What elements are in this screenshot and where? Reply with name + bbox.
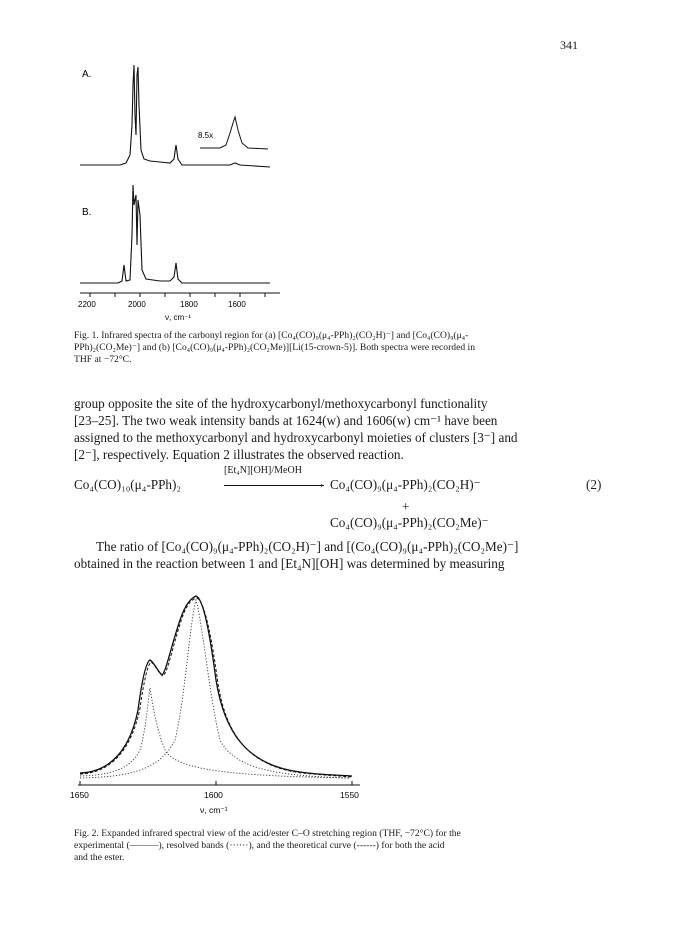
- experimental-curve: [80, 596, 352, 776]
- body-line: [2⁻], respectively. Equation 2 illustrates the observed reaction.: [74, 447, 404, 462]
- body-line: The ratio of [Co₄(CO)₉(μ₄-PPh)₂(CO₂H)⁻] and [(Co₄(CO)₉(μ₄-PPh)₂(CO₂Me)⁻]: [96, 539, 519, 554]
- body-line: [23–25]. The two weak intensity bands at 1624(w) and 1606(w) cm⁻¹ have been: [74, 413, 498, 428]
- body-paragraph-1: [74, 395, 612, 463]
- x-axis-unit: ν, cm⁻¹: [165, 313, 191, 322]
- figure-1-caption: [74, 330, 614, 366]
- page-number: 341: [560, 38, 578, 52]
- figure-1-spectra: [70, 55, 290, 325]
- theoretical-curve: [80, 598, 352, 777]
- caption-line: Fig. 1. Infrared spectra of the carbonyl region for (a) [Co₄(CO)₉(μ₄-PPh)₂(CO₂H)⁻] and [Co₄(CO)₉(μ₄-: [74, 330, 469, 341]
- spectrum-a-trace: [80, 65, 270, 167]
- equation-product-1: Co₄(CO)₉(μ₄-PPh)₂(CO₂H)⁻: [330, 477, 481, 492]
- equation-reactant: Co₄(CO)₁₀(μ₄-PPh)₂: [74, 477, 181, 492]
- caption-line: PPh)₂(CO₂Me)⁻] and (b) [Co₄(CO)₉(μ₄-PPh)₂(CO₂Me)][Li(15-crown-5)]. Both spectra were recorded in: [74, 342, 476, 353]
- panel-b-label: B.: [82, 207, 92, 218]
- x-tick-1600: 1600: [204, 790, 223, 800]
- x-tick-1550: 1550: [340, 790, 359, 800]
- x-tick-1600: 1600: [228, 300, 246, 309]
- equation-reagent: [Et₄N][OH]/MeOH: [224, 465, 302, 476]
- body-paragraph-2: [74, 538, 612, 572]
- x-tick-2000: 2000: [128, 300, 146, 309]
- spectrum-b-trace: [80, 185, 270, 283]
- x-ticks: [90, 293, 265, 297]
- x-ticks: [80, 781, 352, 785]
- figure-2-spectrum: [70, 580, 370, 820]
- equation-number: (2): [586, 477, 602, 492]
- body-line: group opposite the site of the hydroxycarbonyl/methoxycarbonyl functionality: [74, 396, 488, 411]
- resolved-band-acid: [80, 688, 350, 778]
- reaction-arrow: [224, 485, 324, 486]
- panel-a-label: A.: [82, 69, 92, 80]
- arrow-head: ›: [320, 480, 324, 491]
- equation-product-2: Co₄(CO)₉(μ₄-PPh)₂(CO₂Me)⁻: [330, 515, 489, 530]
- inset-label: 8.5x: [198, 131, 214, 140]
- figure-2-caption: [74, 828, 614, 864]
- x-axis-unit: ν, cm⁻¹: [200, 805, 228, 815]
- caption-line: and the ester.: [74, 852, 125, 863]
- x-tick-1650: 1650: [70, 790, 89, 800]
- caption-line: THF at −72°C.: [74, 354, 132, 365]
- x-tick-1800: 1800: [180, 300, 198, 309]
- body-line: obtained in the reaction between 1 and [Et₄N][OH] was determined by measuring: [74, 556, 505, 571]
- x-tick-2200: 2200: [78, 300, 96, 309]
- body-line: assigned to the methoxycarbonyl and hydroxycarbonyl moieties of clusters [3⁻] and: [74, 430, 518, 445]
- equation-plus: +: [402, 499, 410, 514]
- caption-line: experimental (———), resolved bands (······), and the theoretical curve (------) for both the acid: [74, 840, 445, 851]
- caption-line: Fig. 2. Expanded infrared spectral view of the acid/ester C–O stretching region (THF, −72°C) for the: [74, 828, 461, 839]
